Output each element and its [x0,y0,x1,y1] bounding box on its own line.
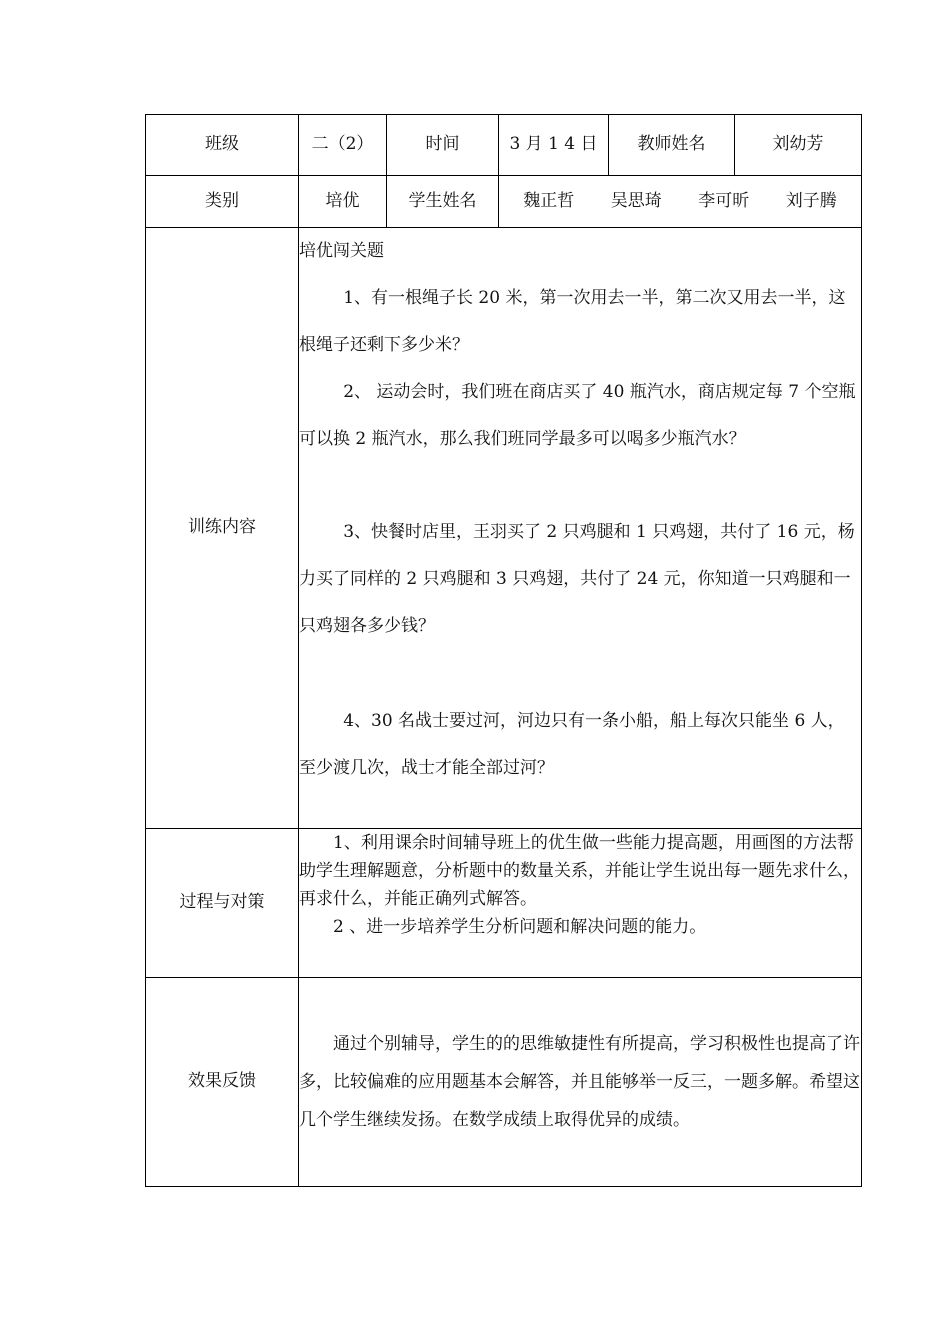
training-content [299,228,862,829]
training-row [146,228,862,829]
feedback-content [299,978,862,1187]
student-name: 李可昕 [698,190,750,211]
question-2: 2、 运动会时，我们班在商店买了 40 瓶汽水，商店规定每 7 个空瓶可以换 2 瓶汽水，那么我们班同学最多可以喝多少瓶汽水？ [299,382,856,449]
training-label: 训练内容 [146,228,299,829]
question-1: 1、有一根绳子长 20 米，第一次用去一半，第二次又用去一半，这根绳子还剩下多少米？ [299,288,846,355]
teacher-label: 教师姓名 [609,115,735,176]
process-content [299,829,862,978]
student-name: 魏正哲 [523,190,575,211]
header-row [146,115,862,176]
student-name: 吴思琦 [610,190,662,211]
students-label: 学生姓名 [387,176,499,228]
process-row [146,829,862,978]
process-point-2: 2 、进一步培养学生分析问题和解决问题的能力。 [333,917,707,937]
feedback-row [146,978,862,1187]
class-value: 二（2） [299,115,387,176]
category-label: 类别 [146,176,299,228]
category-value: 培优 [299,176,387,228]
time-value: 3 月 1 4 日 [499,115,609,176]
tutoring-record-table [145,114,862,1187]
time-label: 时间 [387,115,499,176]
category-row [146,176,862,228]
process-point-1: 1、利用课余时间辅导班上的优生做一些能力提高题，用画图的方法帮助学生理解题意，分析题中的数量关系，并能让学生说出每一题先求什么，再求什么，并能正确列式解答。 [299,833,860,909]
student-names-cell [499,176,862,228]
question-3: 3、快餐时店里，王羽买了 2 只鸡腿和 1 只鸡翅，共付了 16 元，杨力买了同样的 2 只鸡腿和 3 只鸡翅，共付了 24 元，你知道一只鸡腿和一只鸡翅各多少钱？ [299,522,855,636]
student-name: 刘子腾 [785,190,837,211]
training-title: 培优闯关题 [299,241,384,261]
process-label: 过程与对策 [146,829,299,978]
feedback-label: 效果反馈 [146,978,299,1187]
class-label: 班级 [146,115,299,176]
feedback-text: 通过个别辅导，学生的的思维敏捷性有所提高，学习积极性也提高了许多，比较偏难的应用题基本会解答，并且能够举一反三，一题多解。希望这几个学生继续发扬。在数学成绩上取得优异的成绩。 [299,1034,860,1130]
question-4: 4、30 名战士要过河，河边只有一条小船，船上每次只能坐 6 人，至少渡几次，战士才能全部过河？ [299,711,845,778]
teacher-value: 刘幼芳 [735,115,862,176]
